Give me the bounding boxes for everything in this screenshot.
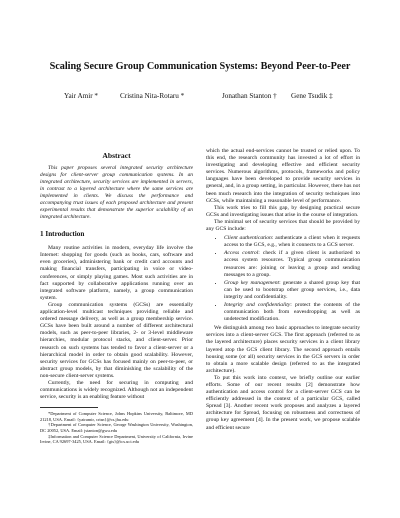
- intro-paragraph-3: Currently, the need for securing in computing and communications is widely recognized. Although not an independent service, security is an enabling feature without: [40, 379, 193, 401]
- intro-paragraph-1: Many routine activities in modern, everyday life involve the Internet: shopping for goods (such as books, cars, software and even groceries), administering bank or credit card accounts and making financial transfers, participating in voice or video-conferences, or simply playing games. Most such activities are in fact supported by collaborative applications running over an integrated software platform, namely, a group communication system.: [40, 245, 193, 301]
- right-paragraph-5: To put this work into context, we briefly outline our earlier efforts. Some of our recent results [2] demonstrate how authentication and access control for a client-server GCS can be efficiently addressed in the context of a particular GCS, called Spread [3]. Another recent work proposes and analyzes a layered architecture for Spread, focusing on robustness and correctness of group key agreement [4]. In the present work, we propose scalable and efficient secure: [206, 374, 360, 431]
- section-heading-introduction: 1 Introduction: [40, 230, 85, 239]
- abstract-text: This paper proposes several integrated security architecture designs for client-server group communication systems. In an integrated architecture, security services are implemented in servers, in contrast to a layered architecture where the same services are implemented in clients. We discuss the performance and accompanying trust issues of each proposed architecture and present experimental results that demonstrate the superior scalability of an integrated architecture.: [40, 165, 193, 221]
- list-item-client-authentication: • Client authentication: authenticate a client when it requests access to the GCS, e.g., when it connects to a GCS server.: [224, 235, 360, 249]
- intro-paragraph-2: Group communication systems (GCSs) are essentially application-level multicast techniques providing reliable and ordered message delivery, as well as a group membership service. GCSs have been built around a number of different architectural models, such as peer-to-peer libraries, 2- or 3-level middleware hierarchies, modular protocol stacks, and client-server. Prior research on such systems has tended to favor a client-server or a hierarchical model in order to obtain good scalability. However, security services for GCSs has focused mainly on peer-to-peer, or abstract group models, by that diminishing the scalability of the non-secure client-server systems.: [40, 301, 193, 379]
- security-services-list: [206, 235, 360, 323]
- footnote-jhu: *Department of Computer Science, Johns Hopkins University, Baltimore, MD 21218, USA. Email: {yairamir, crisn}@cs.jhu.edu: [40, 411, 193, 422]
- abstract-heading: Abstract: [102, 151, 131, 160]
- footnote-rule: [40, 407, 98, 408]
- footnote-gwu: †Department of Computer Science, George Washington University, Washington, DC 20052, USA. Email: jstanton@gwu.edu: [40, 422, 193, 434]
- right-paragraph-3: The minimal set of security services that should be provided by any GCS include:: [206, 218, 360, 233]
- author-stanton: Jonathan Stanton †: [222, 92, 277, 100]
- footnote-uci: ‡Information and Computer Science Department, University of California, Irvine Irvine, CA 92697-3425, USA. Email: {gts}@ics.uci.edu: [40, 433, 193, 445]
- author-nita-rotaru: Cristina Nita-Rotaru *: [120, 92, 185, 100]
- list-item-access-control: • Access control: check if a given client is authorized to access system resources. Typical group communication resources are: joining or leaving a group and sending messages to a group.: [224, 250, 360, 278]
- left-column: [40, 152, 193, 445]
- author-amir: Yair Amir *: [64, 92, 99, 100]
- right-column: [206, 148, 360, 432]
- list-item-group-key-management: • Group key management: generate a shared group key that can be used to bootstrap other group services, i.e., data integrity and confidentiality.: [224, 280, 360, 301]
- right-paragraph-4: We distinguish among two basic approaches to integrate security services into a client-server GCS. The first approach (referred to as the layered architecture) places security services in a client library layered atop the GCS client library. The second approach entails housing some (or all) security services in the GCS servers in order to obtain a more scalable design (referred to as the integrated architecture).: [206, 325, 360, 374]
- right-paragraph-2: This work tries to fill this gap, by designing practical secure GCSs and investigating issues that arise in the course of integration.: [206, 204, 360, 218]
- author-list: [0, 92, 400, 102]
- paper-title: Scaling Secure Group Communication Systems: Beyond Peer-to-Peer: [49, 61, 351, 72]
- right-paragraph-1: which the actual end-services cannot be trusted or relied upon. To this end, the research community has invested a lot of effort in investigating and developing effective and efficient security services. Numerous algorithms, protocols, frameworks and policy languages have been developed to provide security services in general, and, in a group setting, in particular. However, there has not been much research into the integration of security techniques into GCSs, while maintaining a reasonable level of performance.: [206, 148, 360, 204]
- list-item-integrity-confidentiality: • Integrity and confidentiality: protect the contents of the communication both from eavesdropping as well as undetected modification.: [224, 302, 360, 323]
- author-tsudik: Gene Tsudik ‡: [291, 92, 333, 100]
